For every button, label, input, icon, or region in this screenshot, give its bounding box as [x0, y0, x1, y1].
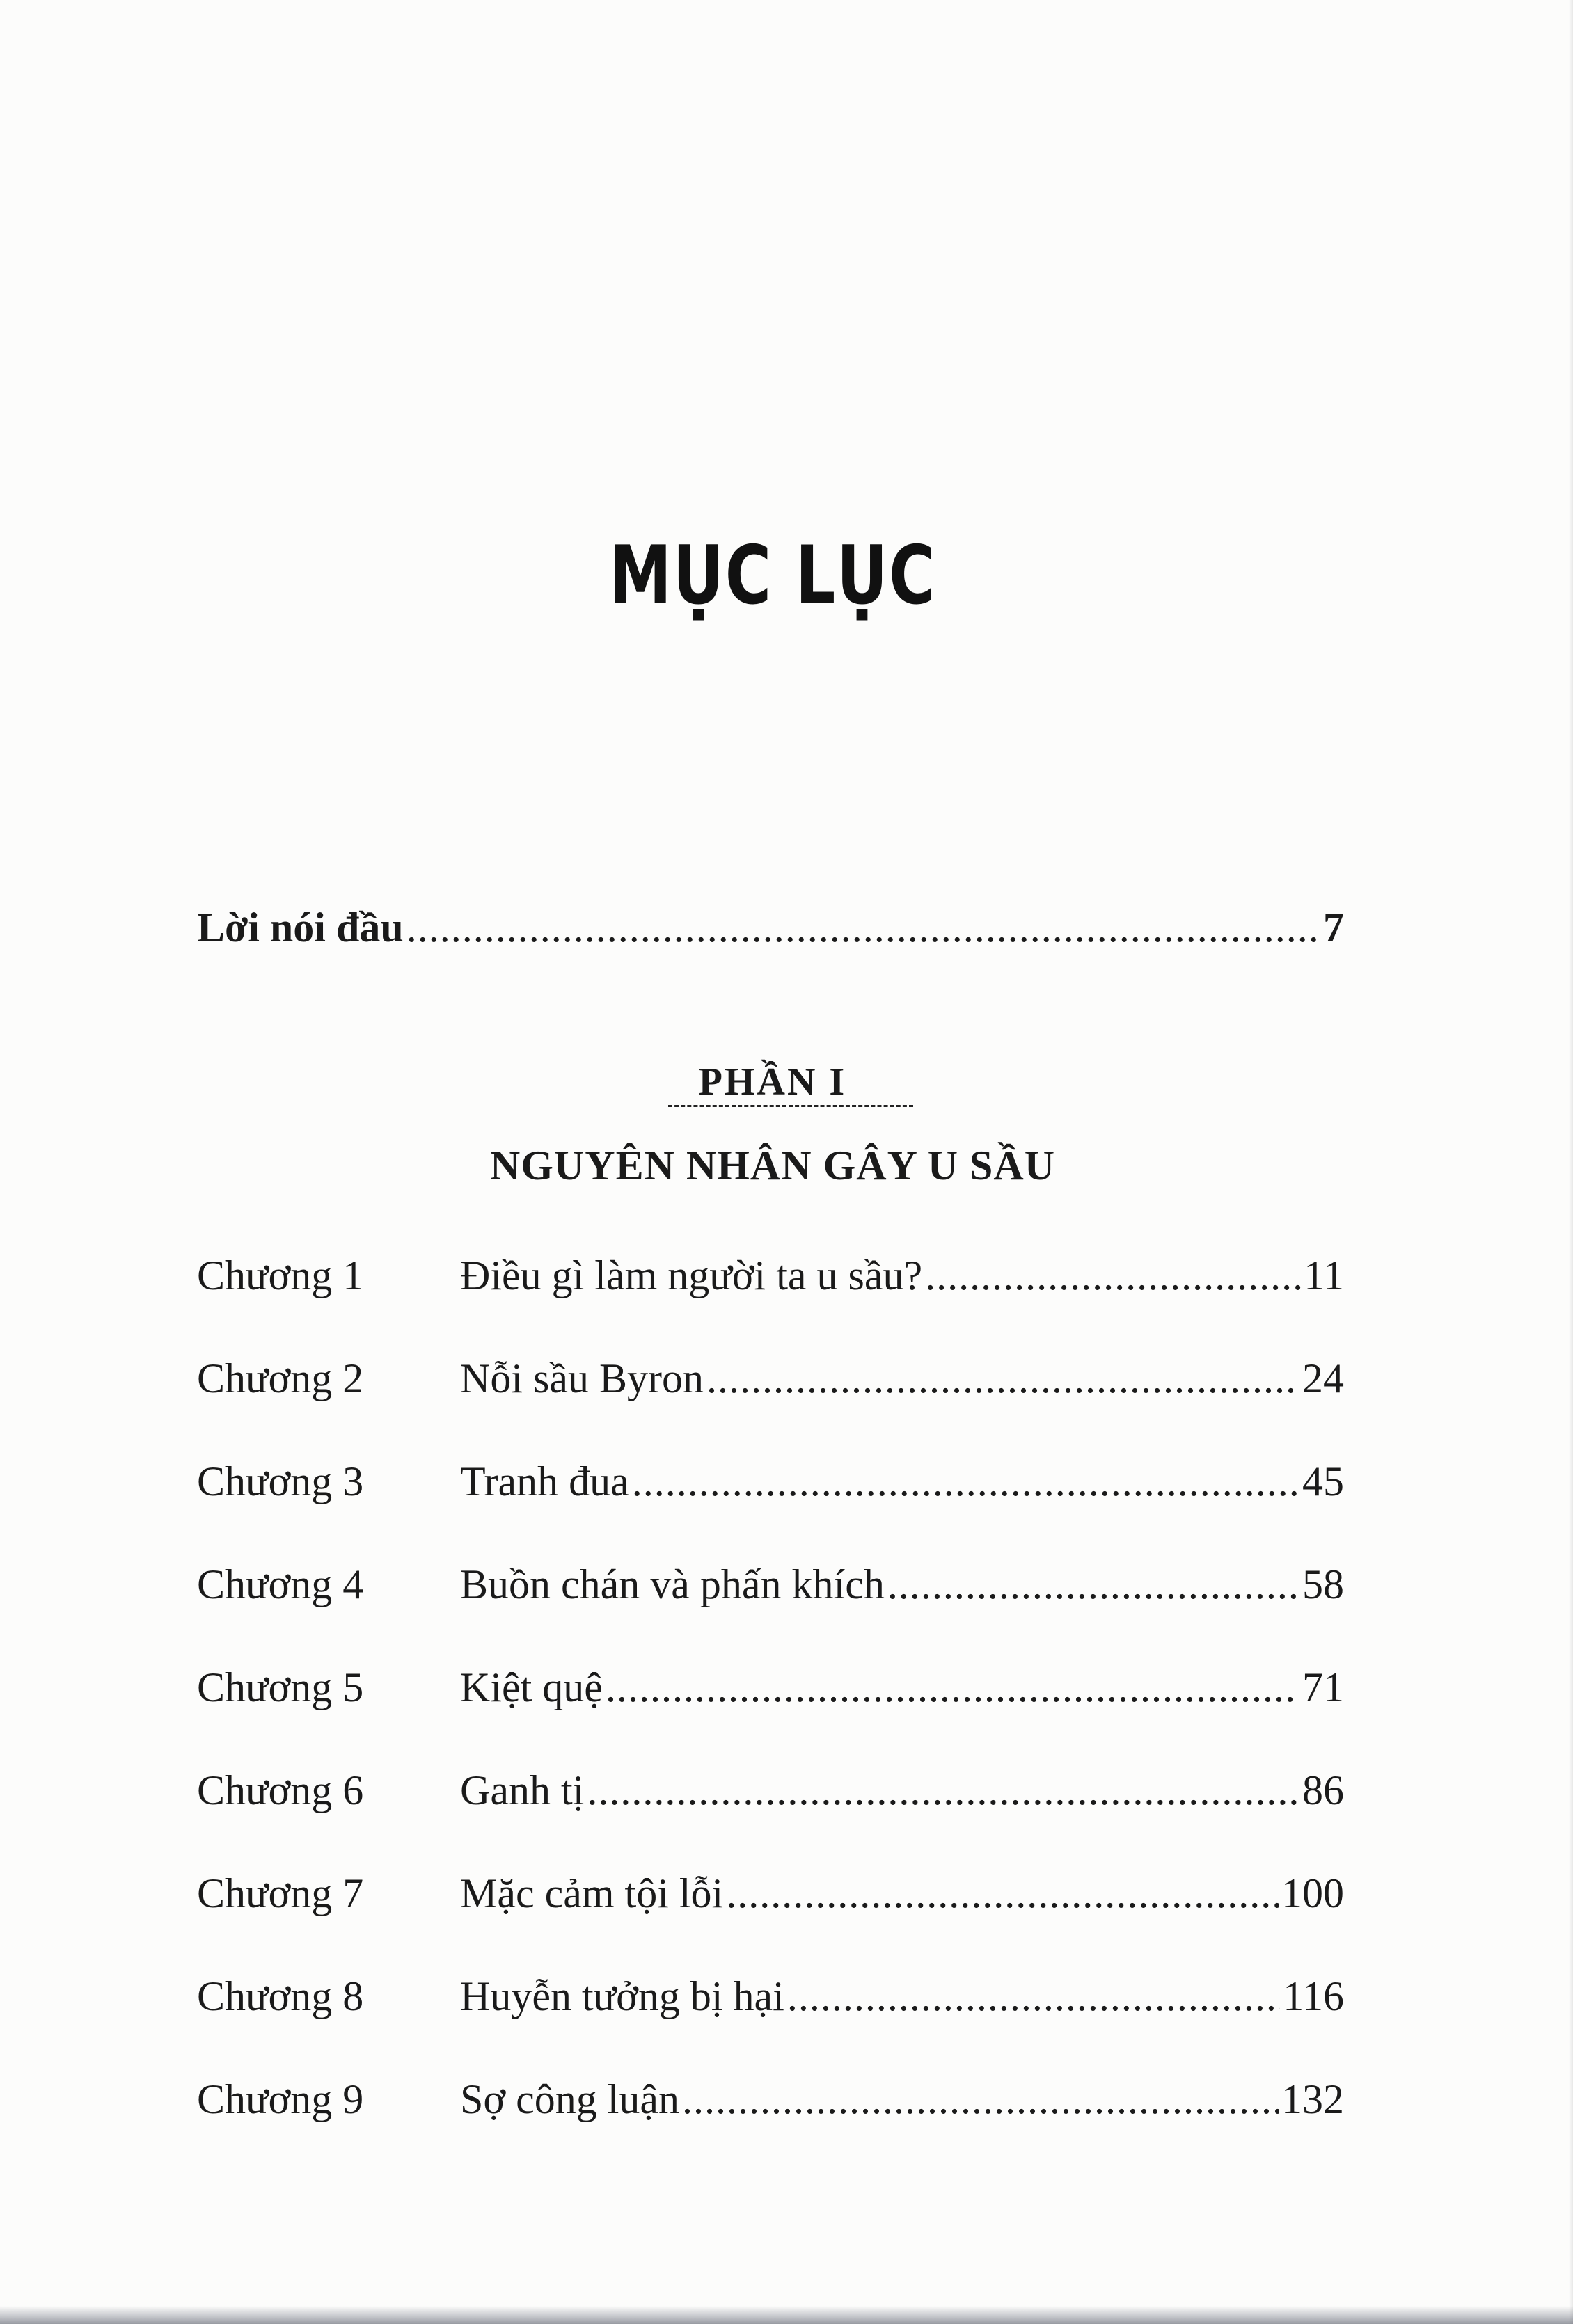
toc-chapter-number: Chương 4 [197, 1561, 364, 1607]
toc-leader-dots [682, 2068, 1279, 2131]
toc-entry-chapter-7[interactable] [197, 1862, 1344, 1925]
toc-entry-chapter-9[interactable] [197, 2068, 1344, 2131]
toc-entry-page: 58 [1302, 1561, 1344, 1607]
toc-leader-dots [706, 1347, 1299, 1410]
toc-entry-title: Huyễn tưởng bị hại [460, 1973, 784, 2019]
toc-entry-title: Nỗi sầu Byron [460, 1355, 704, 1401]
part-dashed-rule [668, 1105, 913, 1107]
toc-entry-page: 11 [1304, 1252, 1344, 1298]
toc-entry-preface[interactable] [197, 896, 1344, 959]
toc-entry-chapter-5[interactable] [197, 1656, 1344, 1719]
toc-entry-chapter-1[interactable] [197, 1244, 1344, 1307]
page-title: MỤC LỤC [609, 529, 936, 623]
part-title: NGUYÊN NHÂN GÂY U SẦU [489, 1143, 1056, 1188]
toc-chapter-number: Chương 5 [197, 1664, 364, 1710]
page-bottom-shadow [0, 2306, 1573, 2324]
toc-entry-chapter-8[interactable] [197, 1965, 1344, 2028]
toc-chapter-number: Chương 9 [197, 2076, 364, 2122]
toc-chapter-number: Chương 8 [197, 1973, 364, 2019]
toc-entry-page: 100 [1281, 1870, 1344, 1916]
toc-chapter-number: Chương 1 [197, 1252, 364, 1298]
toc-leader-dots [587, 1759, 1299, 1822]
toc-leader-dots [787, 1965, 1280, 2028]
toc-entry-title: Lời nói đầu [197, 905, 404, 950]
toc-leader-dots [925, 1244, 1301, 1307]
toc-entry-title: Sợ công luận [460, 2076, 680, 2122]
toc-entry-chapter-3[interactable] [197, 1450, 1344, 1513]
toc-entry-chapter-4[interactable] [197, 1553, 1344, 1616]
toc-entry-title: Kiệt quệ [460, 1664, 603, 1710]
toc-entry-title: Buồn chán và phấn khích [460, 1561, 885, 1607]
toc-leader-dots [406, 896, 1320, 959]
toc-entry-page: 7 [1323, 905, 1344, 950]
toc-entry-chapter-2[interactable] [197, 1347, 1344, 1410]
toc-leader-dots [606, 1656, 1299, 1719]
toc-entry-page: 24 [1302, 1355, 1344, 1401]
toc-entry-title: Tranh đua [460, 1458, 629, 1504]
toc-chapter-number: Chương 7 [197, 1870, 364, 1916]
toc-chapter-number: Chương 2 [197, 1355, 364, 1401]
toc-entry-title: Ganh tị [460, 1767, 585, 1813]
part-label: PHẦN I [698, 1060, 847, 1104]
toc-entry-page: 86 [1302, 1767, 1344, 1813]
toc-leader-dots [726, 1862, 1279, 1925]
toc-entry-page: 116 [1283, 1973, 1344, 2019]
toc-entry-title: Mặc cảm tội lỗi [460, 1870, 724, 1916]
page-edge-shadow [1569, 0, 1573, 2324]
toc-entry-page: 132 [1281, 2076, 1344, 2122]
toc-leader-dots [632, 1450, 1299, 1513]
toc-entry-page: 71 [1302, 1664, 1344, 1710]
toc-leader-dots [887, 1553, 1299, 1616]
toc-entry-chapter-6[interactable] [197, 1759, 1344, 1822]
toc-entry-page: 45 [1302, 1458, 1344, 1504]
toc-chapter-number: Chương 3 [197, 1458, 364, 1504]
toc-entry-title: Điều gì làm người ta u sầu? [460, 1252, 923, 1298]
toc-chapter-number: Chương 6 [197, 1767, 364, 1813]
